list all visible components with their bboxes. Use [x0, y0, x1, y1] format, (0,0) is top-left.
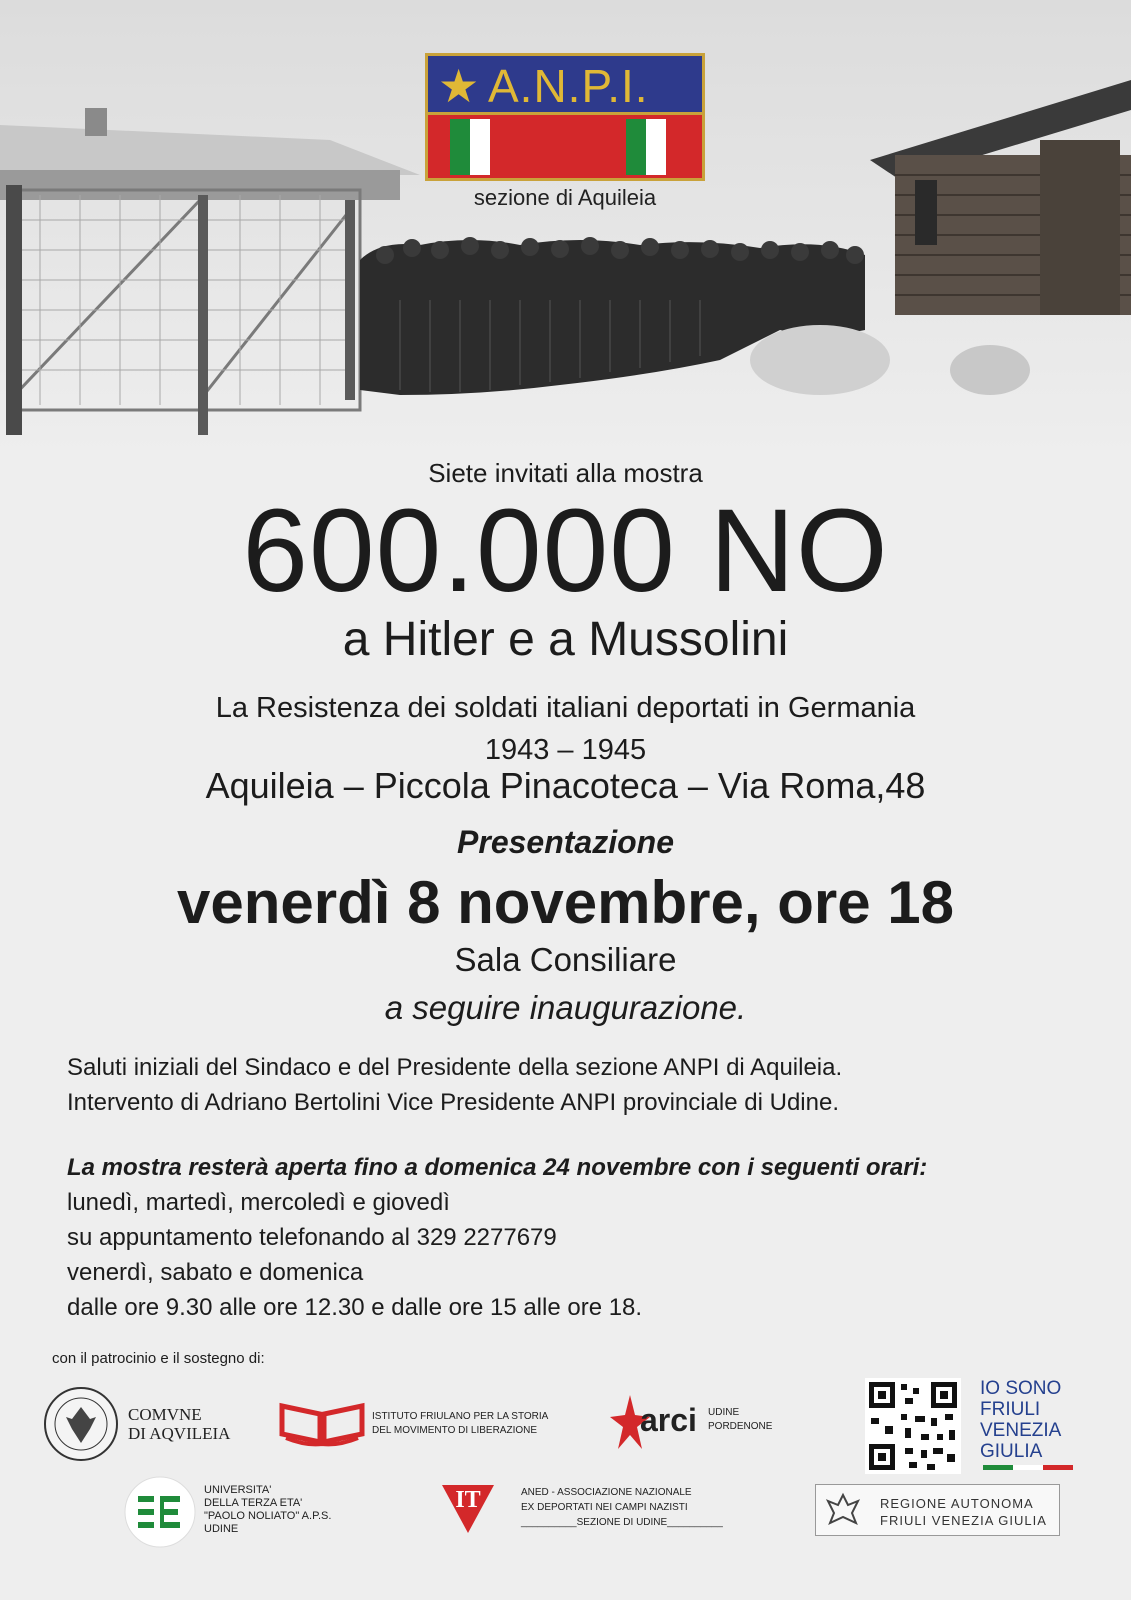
patronage-label: con il patrocinio e il sostegno di:: [52, 1350, 265, 1367]
opening-hours: [67, 1150, 1107, 1325]
presentation-label: Presentazione: [457, 824, 674, 860]
star-icon: ★: [438, 60, 480, 112]
exhibition-description: La Resistenza dei soldati italiani deportati in Germania: [215, 692, 916, 724]
arci-udine-pordenone: UDINE PORDENONE: [708, 1407, 773, 1432]
regione-fvg: REGIONE AUTONOMA FRIULI VENEZIA GIULIA: [815, 1484, 1060, 1536]
universita-terza-eta: UNIVERSITA' DELLA TERZA ETA' "PAOLO NOLIATO" A.P.S. UDINE: [204, 1484, 332, 1535]
exhibition-title: 600.000 NO: [242, 485, 889, 617]
italian-flag-icon: [626, 119, 686, 175]
aned-logo: IT: [455, 1487, 481, 1513]
invite-line: Siete invitati alla mostra: [428, 458, 703, 488]
book-logo-icon: [276, 1398, 368, 1448]
italian-flag-icon: [450, 119, 510, 175]
intro-line: Saluti iniziali del Sindaco e del Presidente della sezione ANPI di Aquileia.: [67, 1054, 843, 1081]
italian-flag-icon: [983, 1465, 1073, 1470]
comune-seal-icon: [42, 1385, 120, 1463]
universita-logo-icon: [124, 1476, 196, 1548]
hours-line: dalle ore 9.30 alle ore 12.30 e dalle ore 15 alle ore 18.: [67, 1294, 643, 1321]
qr-code-icon: [865, 1378, 961, 1474]
hours-line: venerdì, sabato e domenica: [67, 1259, 364, 1286]
follow-inauguration: a seguire inaugurazione.: [384, 989, 747, 1026]
eagle-icon: [822, 1489, 864, 1531]
arci-logo: arci: [640, 1402, 697, 1438]
istituto-friulano: ISTITUTO FRIULANO PER LA STORIA DEL MOVIMENTO DI LIBERAZIONE: [372, 1411, 549, 1436]
exhibition-subtitle: a Hitler e a Mussolini: [342, 613, 789, 666]
anpi-logo: [425, 53, 705, 181]
intro-text: [67, 1050, 1107, 1120]
hours-line: su appuntamento telefonando al 329 2277679: [67, 1224, 557, 1251]
aned-udine: ANED - ASSOCIAZIONE NAZIONALE EX DEPORTATI NEI CAMPI NAZISTI __________SEZIONE DI UDINE__________: [521, 1487, 723, 1528]
presentation-date: venerdì 8 novembre, ore 18: [176, 869, 954, 936]
presentation-venue: Sala Consiliare: [454, 941, 677, 978]
comune-aquileia: COMVNE DI AQVILEIA: [128, 1405, 231, 1443]
exhibition-years: 1943 – 1945: [484, 734, 647, 766]
logo-text: A.N.P.I.: [488, 60, 649, 112]
exhibition-location: Aquileia – Piccola Pinacoteca – Via Roma,48: [205, 765, 926, 806]
intro-line: Intervento di Adriano Bertolini Vice Presidente ANPI provinciale di Udine.: [67, 1089, 839, 1116]
io-sono-fvg: IO SONO FRIULI VENEZIA GIULIA: [980, 1378, 1062, 1462]
logo-section: sezione di Aquileia: [473, 185, 657, 210]
hours-heading: La mostra resterà aperta fino a domenica 24 novembre con i seguenti orari:: [67, 1154, 928, 1181]
hours-line: lunedì, martedì, mercoledì e giovedì: [67, 1189, 450, 1216]
